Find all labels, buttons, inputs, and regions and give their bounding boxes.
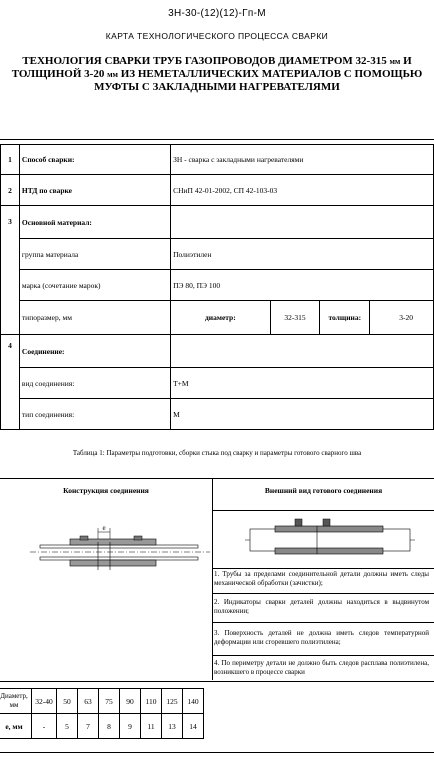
row-value: ПЭ 80, ПЭ 100 bbox=[171, 270, 434, 301]
title-line-2: ТОЛЩИНОЙ 3-20 bbox=[11, 68, 108, 80]
row-number: 4 bbox=[1, 335, 20, 430]
note-3: 3. Поверхность деталей не должна иметь следов температурной деформации или сгоревшего полиэтилена; bbox=[214, 629, 429, 646]
dim-cell: 140 bbox=[183, 689, 204, 714]
dim-cell: 50 bbox=[57, 689, 78, 714]
diameter-row-label: Диаметр, мм bbox=[0, 689, 32, 714]
table-row bbox=[1, 399, 434, 430]
dim-cell: 8 bbox=[99, 714, 120, 739]
construction-header: Конструкция соединения bbox=[63, 486, 149, 495]
e-row-label: е, мм bbox=[0, 714, 32, 739]
dim-cell: 125 bbox=[162, 689, 183, 714]
note-4: 4. По периметру детали не должно быть следов расплава полиэтилена, возникшего в процессе сварки bbox=[214, 659, 429, 676]
table-row bbox=[1, 301, 434, 335]
dim-cell: 14 bbox=[183, 714, 204, 739]
row-value: М bbox=[171, 399, 434, 430]
separator bbox=[0, 139, 434, 140]
row-value: Т+М bbox=[171, 368, 434, 399]
table-row bbox=[1, 270, 434, 301]
row-label: Основной материал: bbox=[19, 206, 170, 239]
finished-joint-drawing bbox=[245, 515, 415, 565]
note-divider bbox=[212, 568, 434, 569]
row-value: СНиП 42-01-2002, СП 42-103-03 bbox=[171, 175, 434, 206]
row-number: 2 bbox=[1, 175, 20, 206]
dim-cell: 32-40 bbox=[32, 689, 57, 714]
row-value: Полиэтилен bbox=[171, 239, 434, 270]
dim-cell: 90 bbox=[120, 689, 141, 714]
table-row bbox=[1, 335, 434, 368]
dim-cell: 11 bbox=[141, 714, 162, 739]
dim-cell: 110 bbox=[141, 689, 162, 714]
table-row bbox=[0, 689, 204, 714]
column-divider bbox=[212, 478, 213, 680]
parameters-table bbox=[0, 144, 434, 430]
row-label: НТД по сварке bbox=[19, 175, 170, 206]
title-unit-1: мм bbox=[389, 57, 401, 66]
header-divider bbox=[212, 510, 434, 511]
row-label: тип соединения: bbox=[19, 399, 170, 430]
table-caption: Таблица 1: Параметры подготовки, сборки стыка под сварку и параметры готового сварного шва bbox=[72, 449, 362, 457]
title-line-3: ИЗ НЕМЕТАЛЛИЧЕСКИХ МАТЕРИАЛОВ С ПОМОЩЬЮ bbox=[117, 68, 423, 80]
diameter-label: диаметр: bbox=[171, 301, 271, 335]
diameter-value: 32-315 bbox=[270, 301, 320, 335]
note-1: 1. Трубы за пределами соединительной детали должны иметь следы механической обработки (зачистки); bbox=[214, 570, 429, 587]
appearance-header: Внешний вид готового соединения bbox=[264, 486, 383, 495]
card-title: КАРТА ТЕХНОЛОГИЧЕСКОГО ПРОЦЕССА СВАРКИ bbox=[105, 31, 329, 41]
title-unit-2: мм bbox=[107, 70, 118, 79]
dimension-table bbox=[0, 688, 204, 739]
dim-cell: 7 bbox=[78, 714, 99, 739]
row-label: группа материала bbox=[19, 239, 170, 270]
dim-cell: 63 bbox=[78, 689, 99, 714]
row-label: Соединение: bbox=[19, 335, 170, 368]
title-and: И bbox=[400, 55, 412, 67]
row-value-empty bbox=[171, 206, 434, 239]
document-code: 3Н-30-(12)(12)-Гп-М bbox=[168, 8, 266, 19]
note-divider bbox=[212, 622, 434, 623]
bottom-border bbox=[0, 752, 434, 753]
row-label: типоразмер, мм bbox=[19, 301, 170, 335]
table-row bbox=[1, 239, 434, 270]
dim-cell: - bbox=[32, 714, 57, 739]
note-divider bbox=[212, 655, 434, 656]
note-2: 2. Индикаторы сварки деталей должны находиться в выдвинутом положении; bbox=[214, 598, 429, 615]
table-row bbox=[1, 145, 434, 175]
dimension-e-label: e bbox=[102, 524, 106, 532]
row-number: 1 bbox=[1, 145, 20, 175]
row-label: Способ сварки: bbox=[19, 145, 170, 175]
row-label: вид соединения: bbox=[19, 368, 170, 399]
title-line-4: МУФТЫ С ЗАКЛАДНЫМИ НАГРЕВАТЕЛЯМИ bbox=[94, 81, 340, 93]
thickness-value: 3-20 bbox=[370, 301, 434, 335]
table-row bbox=[1, 206, 434, 239]
table-row bbox=[1, 175, 434, 206]
thickness-label: толщина: bbox=[320, 301, 370, 335]
document-title bbox=[0, 55, 434, 94]
dim-cell: 5 bbox=[57, 714, 78, 739]
dim-cell: 9 bbox=[120, 714, 141, 739]
row-number: 3 bbox=[1, 206, 20, 335]
dim-cell: 75 bbox=[99, 689, 120, 714]
title-line-1: ТЕХНОЛОГИЯ СВАРКИ ТРУБ ГАЗОПРОВОДОВ ДИАМЕТРОМ 32-315 bbox=[22, 55, 390, 67]
joint-construction-drawing bbox=[30, 520, 210, 585]
table-row bbox=[0, 714, 204, 739]
dim-cell: 13 bbox=[162, 714, 183, 739]
row-value-empty bbox=[171, 335, 434, 368]
row-label: марка (сочетание марок) bbox=[19, 270, 170, 301]
note-divider bbox=[212, 593, 434, 594]
row-value: ЗН - сварка с закладными нагревателями bbox=[171, 145, 434, 175]
table-row bbox=[1, 368, 434, 399]
